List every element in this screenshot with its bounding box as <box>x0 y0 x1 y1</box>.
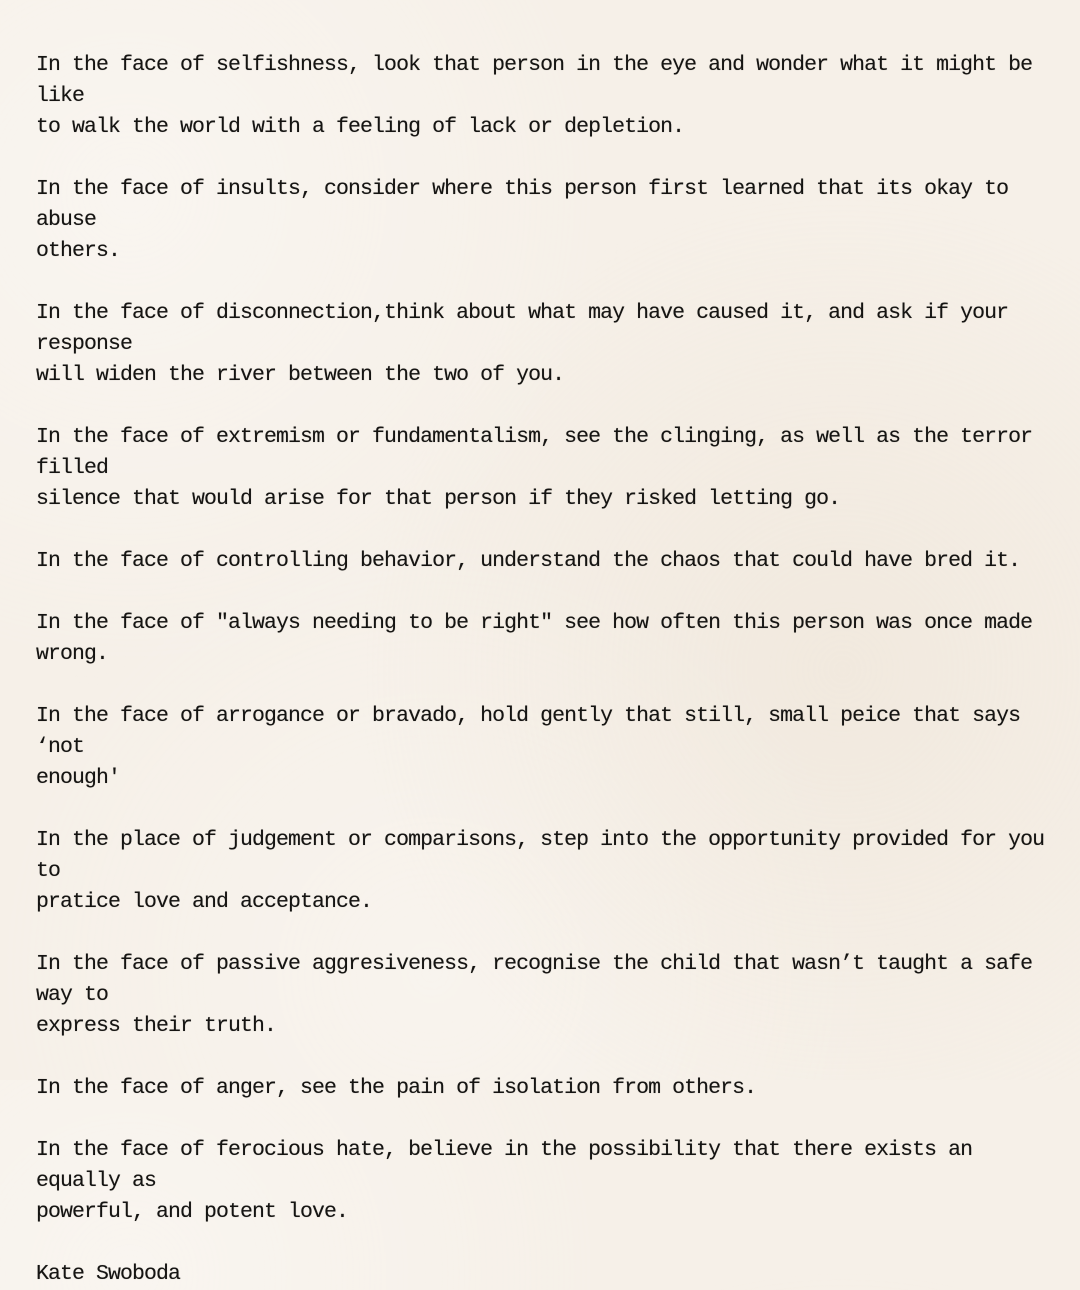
quote-paragraph-extremism: In the face of extremism or fundamentalism, see the clinging, as well as the terror filled silence that would arise for that person if they risked letting go. <box>36 425 1033 511</box>
quote-paragraph-selfishness: In the face of selfishness, look that person in the eye and wonder what it might be like to walk the world with a feeling of lack or depletion. <box>36 53 1033 139</box>
quote-paragraph-hate: In the face of ferocious hate, believe in the possibility that there exists an equally as powerful, and potent love. <box>36 1138 973 1224</box>
quote-paragraph-judgement: In the place of judgement or comparisons, step into the opportunity provided for you to pratice love and acceptance. <box>36 828 1045 914</box>
author-signature: Kate Swoboda <box>36 1262 181 1286</box>
quote-paragraph-passive-aggression: In the face of passive aggresiveness, recognise the child that wasn’t taught a safe way to express their truth. <box>36 952 1033 1038</box>
quote-paragraph-always-right: In the face of "always needing to be right" see how often this person was once made wrong. <box>36 611 1045 666</box>
quote-text-block <box>36 50 1056 1290</box>
quote-paragraph-anger: In the face of anger, see the pain of isolation from others. <box>36 1076 757 1100</box>
quote-paragraph-arrogance: In the face of arrogance or bravado, hold gently that still, small peice that says ‘not enough' <box>36 704 1021 790</box>
quote-paragraph-insults: In the face of insults, consider where this person first learned that its okay to abuse others. <box>36 177 1009 263</box>
quote-paragraph-disconnection: In the face of disconnection,think about what may have caused it, and ask if your response will widen the river between the two of you. <box>36 301 1009 387</box>
quote-paragraph-controlling: In the face of controlling behavior, understand the chaos that could have bred it. <box>36 549 1021 573</box>
